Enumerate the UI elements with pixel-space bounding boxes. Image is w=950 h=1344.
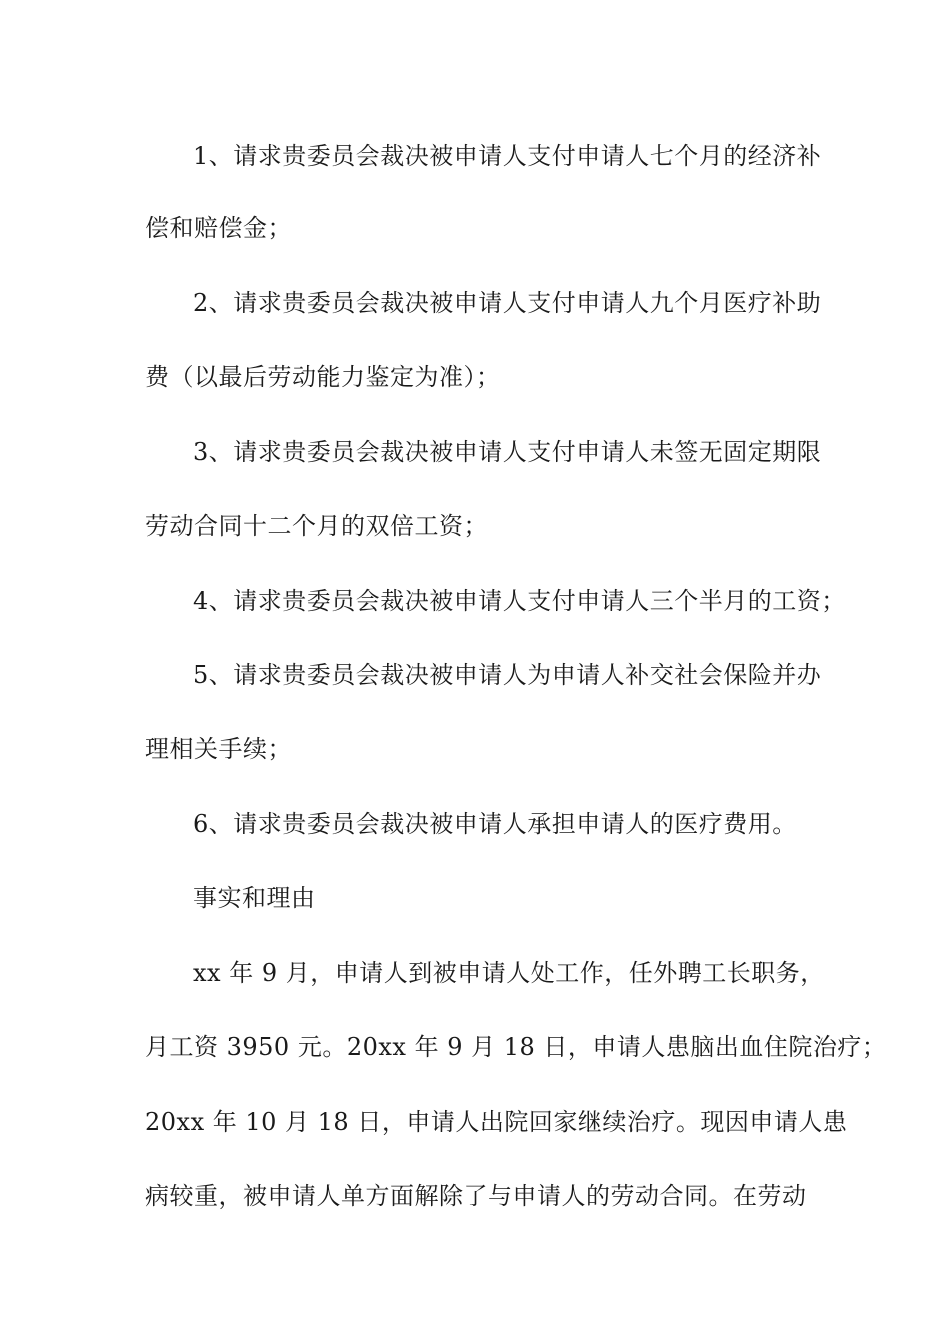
facts-line-4: 病较重，被申请人单方面解除了与申请人的劳动合同。在劳动 (145, 1182, 807, 1210)
facts-line-3: 20xx 年 10 月 18 日，申请人出院回家继续治疗。现因申请人患 (145, 1108, 848, 1136)
section-heading-facts: 事实和理由 (193, 884, 316, 912)
claim-2-line-2: 费（以最后劳动能力鉴定为准）； (145, 363, 501, 391)
claim-5-line-1: 5、请求贵委员会裁决被申请人为申请人补交社会保险并办 (193, 661, 822, 689)
claim-1-line-1: 1、请求贵委员会裁决被申请人支付申请人七个月的经济补 (193, 142, 822, 170)
claim-3-line-1: 3、请求贵委员会裁决被申请人支付申请人未签无固定期限 (193, 438, 822, 466)
claim-5-line-2: 理相关手续； (145, 735, 292, 763)
claim-1-line-2: 偿和赔偿金； (145, 214, 292, 242)
claim-3-line-2: 劳动合同十二个月的双倍工资； (145, 512, 488, 540)
claim-6-line-1: 6、请求贵委员会裁决被申请人承担申请人的医疗费用。 (193, 810, 797, 838)
claim-4-line-1: 4、请求贵委员会裁决被申请人支付申请人三个半月的工资； (193, 587, 846, 615)
facts-line-2: 月工资 3950 元。20xx 年 9 月 18 日，申请人患脑出血住院治疗； (145, 1033, 887, 1061)
claim-2-line-1: 2、请求贵委员会裁决被申请人支付申请人九个月医疗补助 (193, 289, 822, 317)
facts-line-1: xx 年 9 月，申请人到被申请人处工作，任外聘工长职务， (193, 959, 825, 987)
